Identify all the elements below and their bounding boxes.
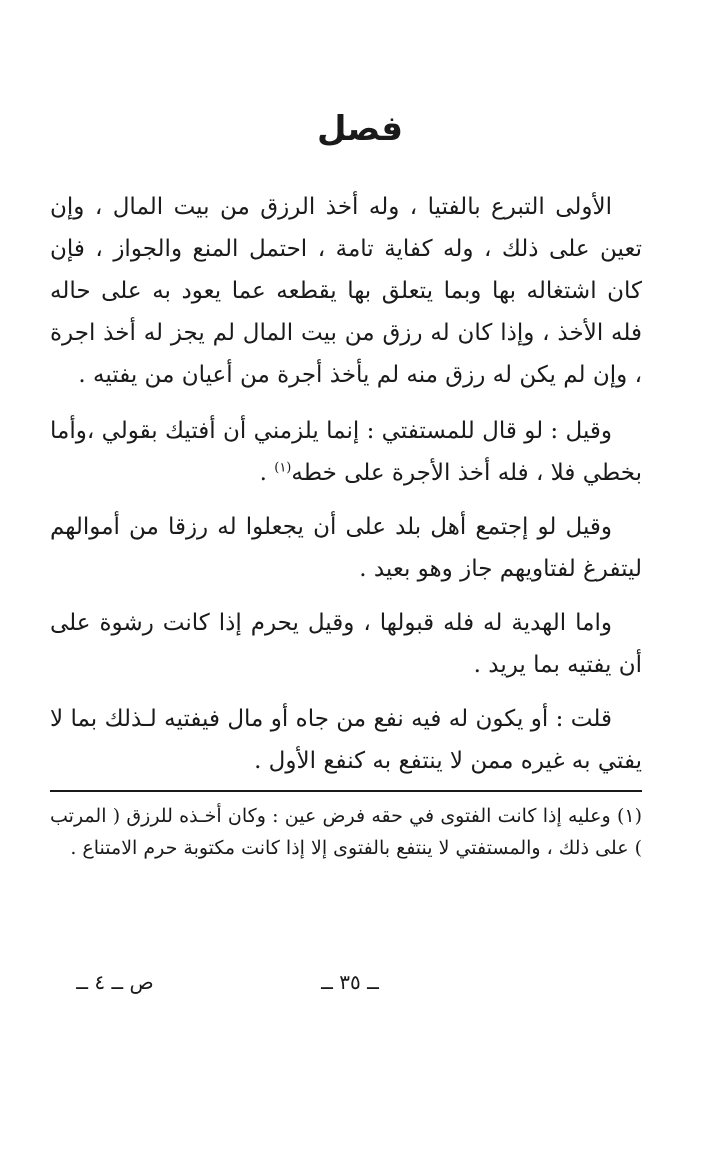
main-text [50,186,642,794]
footnote-marker: (١) [274,460,292,476]
paragraph [50,410,642,494]
paragraph-text: وقيل : لو قال للمستفتي : إنما يلزمني أن أفتيك بقولي ،وأما بخطي فلا ، فله أخذ الأجرة على خطه [50,418,642,486]
paragraph: واما الهدية له فله قبولها ، وقيل يحرم إذا كانت رشوة على أن يفتيه بما يريد . [50,610,642,678]
footnote: (١) وعليه إذا كانت الفتوى في حقه فرض عين : وكان أخـذه للرزق ( المرتب ) على ذلك ، والمستفتي لا ينتفع بالفتوى إلا إذا كانت مكتوبة حرم الامتناع . [50,805,642,859]
paragraph: وقيل لو إجتمع أهل بلد على أن يجعلوا له رزقا من أموالهم ليتفرغ لفتاويهم جاز وهو بعيد . [50,514,642,582]
footnote-divider [50,790,642,792]
paragraph: الأولى التبرع بالفتيا ، وله أخذ الرزق من بيت المال ، وإن تعين على ذلك ، وله كفاية تامة ، احتمل المنع والجواز ، فإن كان اشتغاله بها وبما يتعلق بها يقطعه عما يعود به على حاله فله الأخذ ، وإذا كان له رزق من بيت المال لم يجز له أخذ اجرة ، وإن لم يكن له رزق منه لم يأخذ أجرة من أعيان من يفتيه . [50,194,642,388]
section-title: فصل [316,109,404,149]
signature-mark: ص ــ ٤ ــ [76,970,154,994]
page-number: ــ ٣٥ ــ [321,970,379,994]
paragraph: قلت : أو يكون له فيه نفع من جاه أو مال فيفتيه لـذلك بما لا يفتي به غيره ممن لا ينتفع به كنفع الأول . [50,706,642,774]
paragraph-end: . [259,460,275,486]
